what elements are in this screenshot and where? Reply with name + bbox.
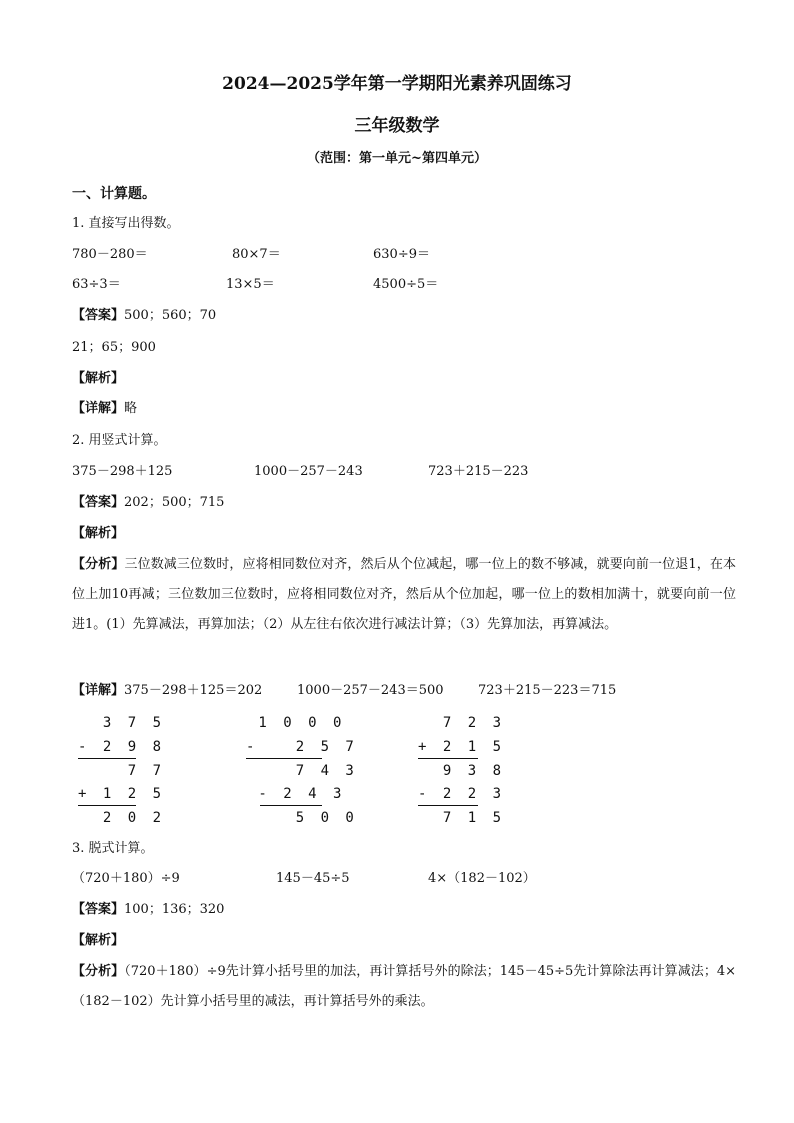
calc-line: - 2 9 8 [78, 739, 166, 755]
q1-item: 4500÷5＝ [373, 277, 439, 292]
q3-analysis-tag: 【解析】 [72, 933, 125, 948]
calc-line: 9 3 8 [418, 763, 506, 779]
detail-tag: 【详解】 [72, 401, 125, 416]
calc-rule [246, 758, 322, 759]
detail-item: 375－298＋125＝202 [124, 683, 263, 698]
q2-answer [72, 496, 224, 509]
q2-analysis [72, 550, 736, 640]
calc-line: 7 2 3 [418, 715, 506, 731]
detail-item: 1000－257－243＝500 [297, 683, 444, 698]
calc-rule [260, 805, 322, 806]
q1-item: 80×7＝ [232, 247, 281, 262]
answer-tag: 【答案】 [72, 308, 125, 323]
q3-analysis [72, 957, 736, 1017]
calc-rule [78, 758, 136, 759]
q1-detail [72, 402, 137, 415]
calc-rule [418, 805, 478, 806]
analysis-text: 三位数减三位数时，应将相同数位对齐，然后从个位减起，哪一位上的数不够减，就要向前一位退1，在本位上加10再减；三位数加三位数时，应将相同数位对齐，然后从个位加起，哪一位上的数相加满十，就要向前一位进1。(1）先算减法，再算加法；（2）从左往右依次进行减法计算；（3）先算加法，再算减法。 [72, 557, 736, 632]
detail-item: 723＋215－223＝715 [478, 683, 617, 698]
q3-answer [72, 903, 224, 916]
q1-answer [72, 309, 216, 322]
q1-analysis-tag: 【解析】 [72, 371, 125, 386]
calc-line: 2 0 2 [78, 810, 166, 826]
analysis-label: 【分析】 [72, 557, 125, 572]
analysis-label: 【分析】 [72, 964, 125, 979]
q1-item: 630÷9＝ [373, 247, 430, 262]
q2-item: 375－298＋125 [72, 464, 173, 479]
answer-tag: 【答案】 [72, 902, 125, 917]
calc-line: 1 0 0 0 [246, 715, 346, 731]
calc-line: + 2 1 5 [418, 739, 506, 755]
answer-text: 100；136；320 [124, 902, 225, 917]
detail-tag: 【详解】 [72, 683, 125, 698]
q2-stem: 2. 用竖式计算。 [72, 433, 167, 448]
section-heading: 一、计算题。 [72, 186, 156, 202]
calc-line: - 2 4 3 [246, 786, 346, 802]
calc-rule [418, 758, 478, 759]
q1-stem: 1. 直接写出得数。 [72, 216, 180, 231]
page-title: 2024—2025学年第一学期阳光素养巩固练习 [222, 74, 572, 94]
q3-item: （720＋180）÷9 [72, 871, 180, 886]
scope-range: （范围：第一单元~第四单元） [307, 151, 487, 166]
q3-item: 4×（182－102） [428, 871, 536, 886]
q2-analysis-tag: 【解析】 [72, 526, 125, 541]
calc-line: 7 1 5 [418, 810, 506, 826]
calc-line: - 2 5 7 [246, 739, 358, 755]
calc-rule [78, 805, 136, 806]
q1-item: 13×5＝ [226, 277, 275, 292]
calc-line: - 2 2 3 [418, 786, 506, 802]
q3-item: 145－45÷5 [276, 871, 350, 886]
answer-text: 202；500；715 [124, 495, 225, 510]
calc-line: + 1 2 5 [78, 786, 166, 802]
calc-line: 3 7 5 [78, 715, 166, 731]
page-subtitle: 三年级数学 [354, 116, 440, 136]
detail-text: 略 [124, 401, 138, 416]
q1-item: 780－280＝ [72, 247, 148, 262]
analysis-text: （720＋180）÷9先计算小括号里的加法，再计算括号外的除法；145－45÷5先计算除法再计算减法；4×（182－102）先计算小括号里的减法，再计算括号外的乘法。 [72, 964, 736, 1009]
answer-tag: 【答案】 [72, 495, 125, 510]
q2-item: 723＋215－223 [428, 464, 529, 479]
calc-line: 5 0 0 [246, 810, 358, 826]
q1-item: 63÷3＝ [72, 277, 121, 292]
q3-stem: 3. 脱式计算。 [72, 841, 154, 856]
calc-line: 7 4 3 [246, 763, 358, 779]
q1-answer-line2: 21；65；900 [72, 340, 156, 355]
q2-item: 1000－257－243 [254, 464, 363, 479]
q2-detail [72, 684, 262, 697]
answer-text: 500；560；70 [124, 308, 217, 323]
calc-line: 7 7 [78, 763, 166, 779]
